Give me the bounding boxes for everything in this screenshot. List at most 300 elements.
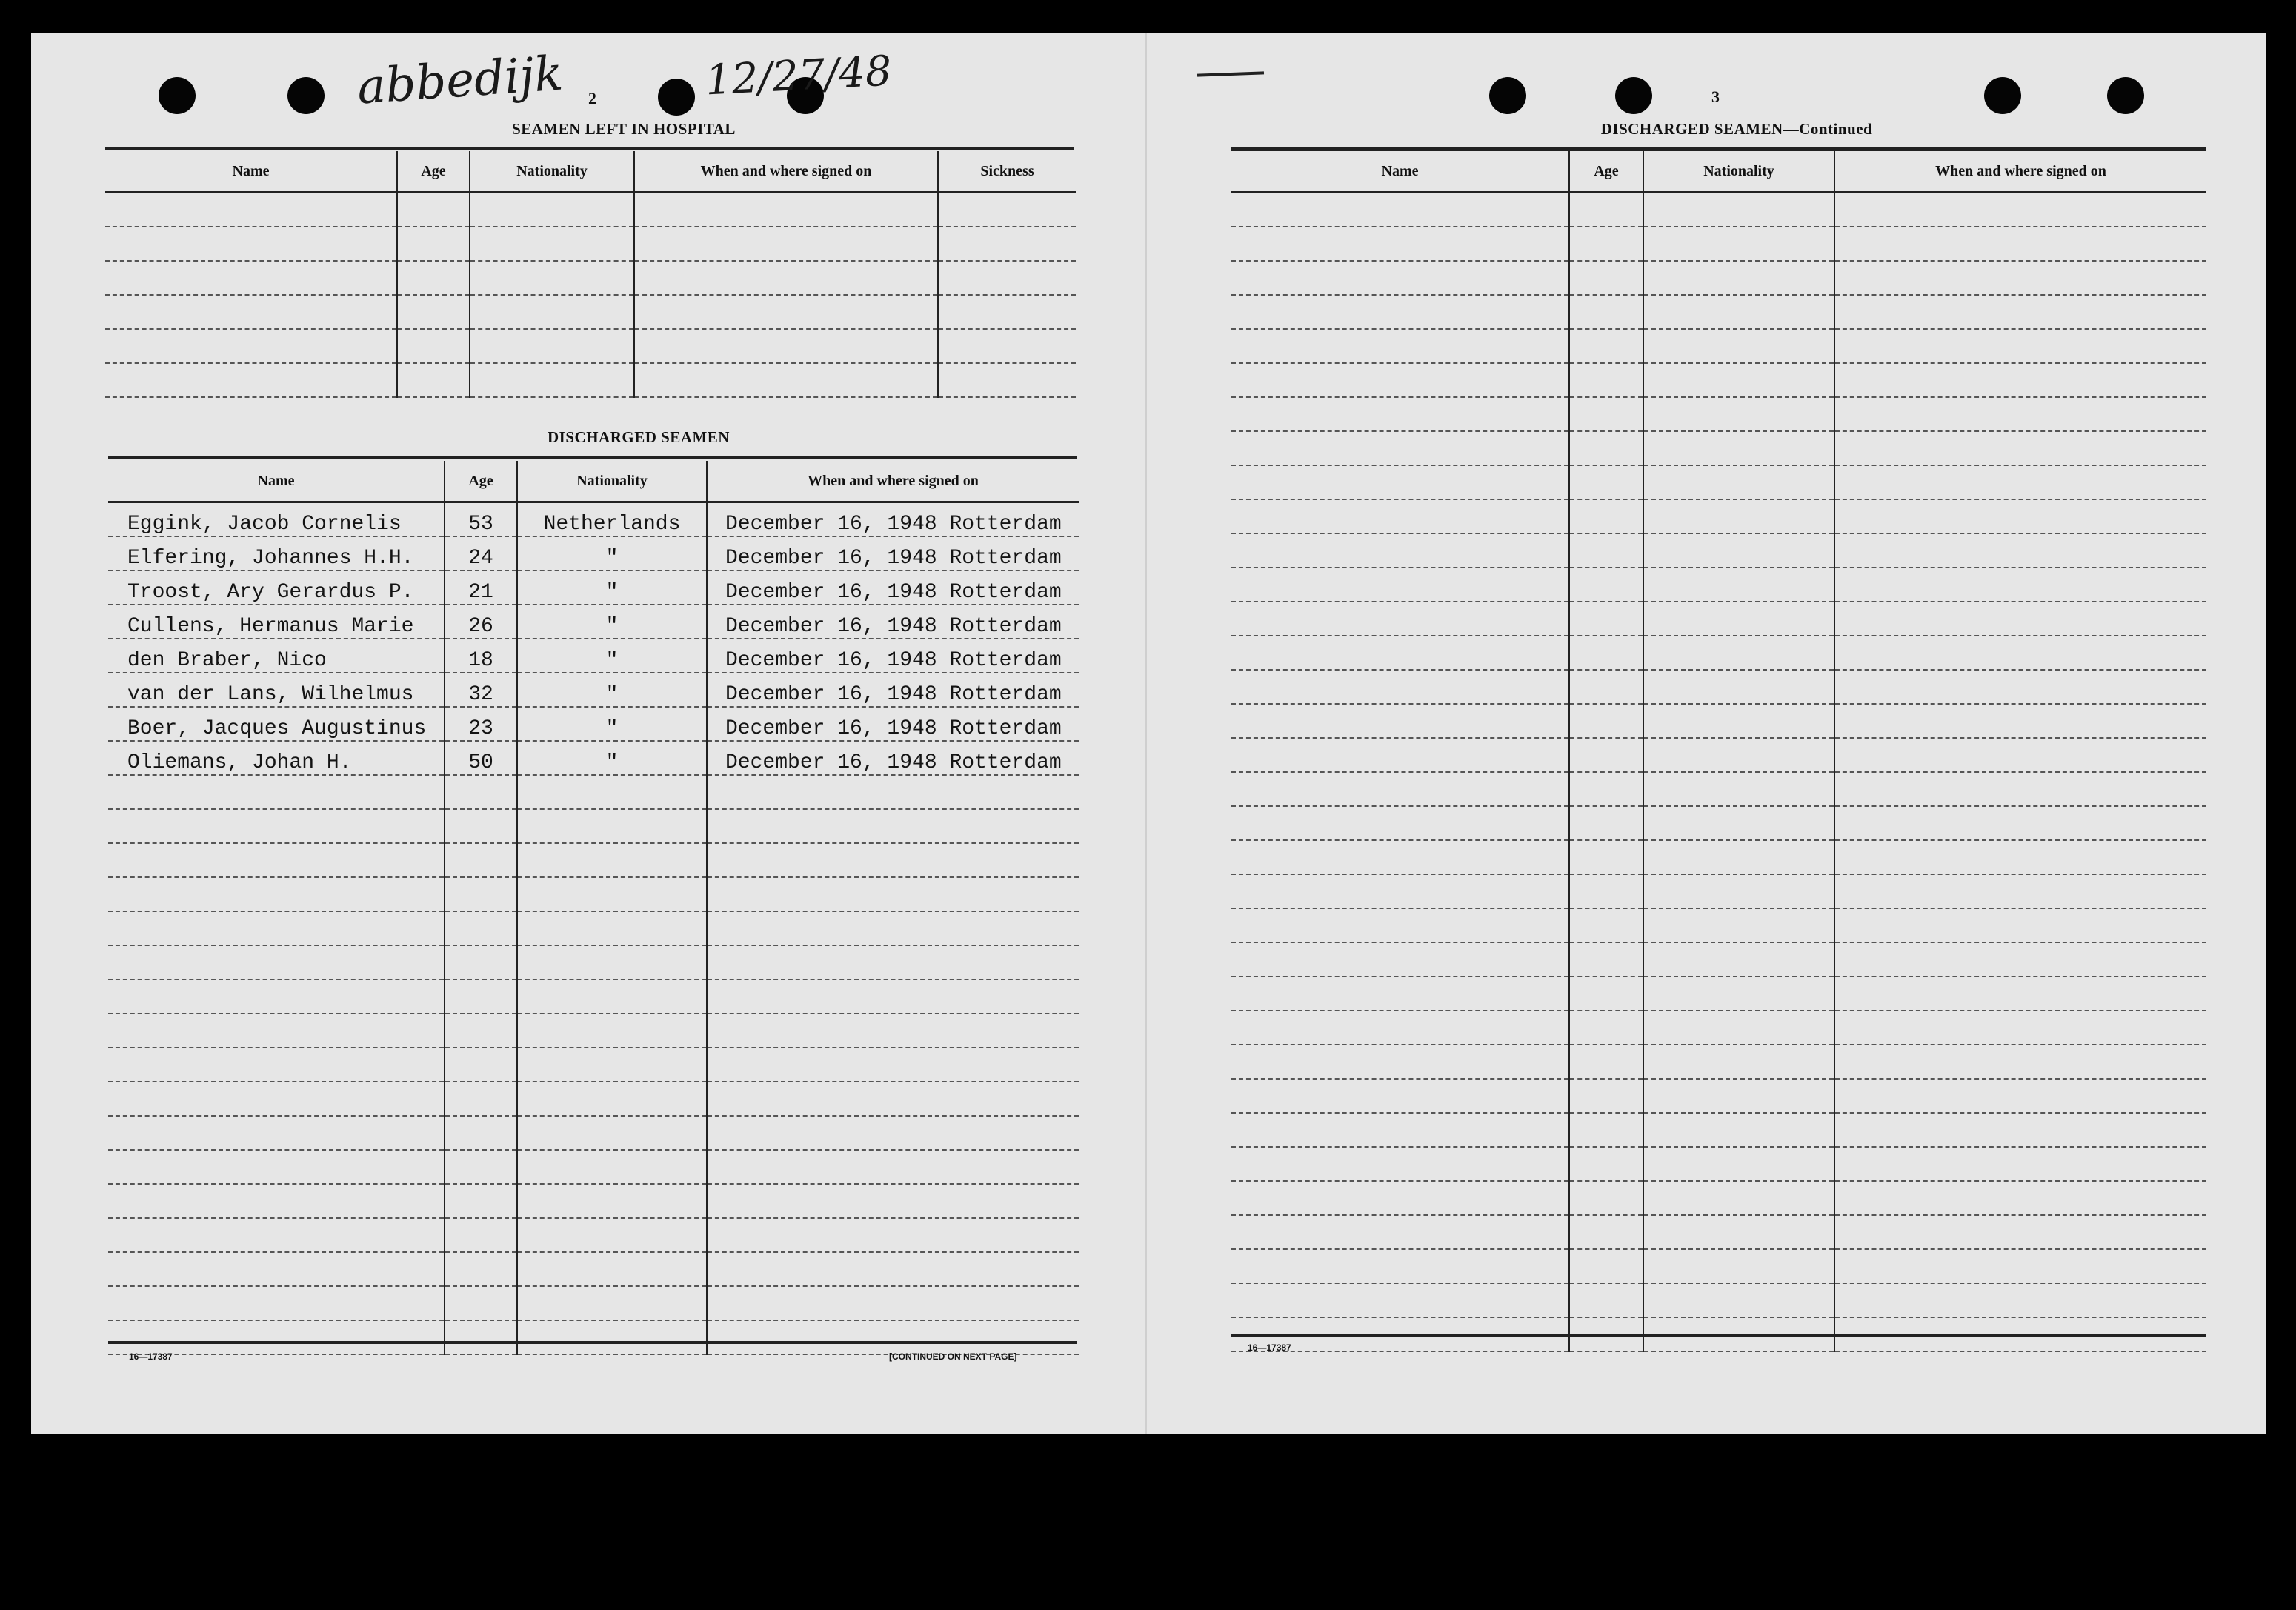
blank-cell: [517, 1014, 707, 1048]
blank-cell: [1231, 772, 1569, 806]
blank-cell: [1569, 1147, 1643, 1181]
blank-cell: [1834, 193, 2206, 227]
blank-row: [1231, 908, 2206, 942]
blank-row: [1231, 1215, 2206, 1249]
blank-cell: [517, 1048, 707, 1082]
seaman-nationality: ": [517, 571, 707, 605]
blank-cell: [1643, 1079, 1834, 1113]
blank-cell: [1231, 977, 1569, 1011]
blank-cell: [1231, 602, 1569, 636]
blank-cell: [1834, 602, 2206, 636]
blank-cell: [397, 363, 470, 397]
blank-cell: [1569, 533, 1643, 568]
blank-cell: [1569, 670, 1643, 704]
blank-cell: [1834, 1215, 2206, 1249]
seaman-signed-on: December 16, 1948 Rotterdam: [707, 605, 1079, 639]
seaman-signed-on: December 16, 1948 Rotterdam: [707, 571, 1079, 605]
blank-row: [108, 945, 1079, 979]
blank-cell: [938, 363, 1076, 397]
blank-row: [105, 363, 1076, 397]
seaman-name: Oliemans, Johan H.: [108, 741, 445, 775]
blank-cell: [470, 261, 634, 295]
blank-cell: [517, 911, 707, 945]
blank-row: [108, 1014, 1079, 1048]
blank-cell: [517, 843, 707, 877]
blank-cell: [1643, 738, 1834, 772]
blank-row: [1231, 295, 2206, 329]
hospital-table: [105, 151, 1076, 398]
seaman-nationality: ": [517, 639, 707, 673]
blank-cell: [1643, 227, 1834, 261]
blank-cell: [517, 1218, 707, 1252]
left-bottom-rule: [108, 1341, 1077, 1344]
blank-cell: [1569, 636, 1643, 670]
blank-cell: [938, 295, 1076, 329]
blank-cell: [445, 1048, 517, 1082]
right-bottom-rule: [1231, 1334, 2206, 1337]
col-header-signed-on: When and where signed on: [634, 151, 938, 193]
continued-note: [CONTINUED ON NEXT PAGE]: [889, 1351, 1017, 1362]
seaman-name: Boer, Jacques Augustinus: [108, 707, 445, 741]
blank-row: [105, 227, 1076, 261]
blank-cell: [108, 945, 445, 979]
blank-cell: [1834, 329, 2206, 363]
blank-cell: [105, 329, 397, 363]
blank-cell: [1231, 1215, 1569, 1249]
blank-cell: [707, 1320, 1079, 1354]
blank-cell: [397, 295, 470, 329]
blank-cell: [445, 1320, 517, 1354]
seaman-age: 32: [445, 673, 517, 707]
blank-row: [108, 1252, 1079, 1286]
blank-cell: [1231, 1181, 1569, 1215]
blank-cell: [517, 1286, 707, 1320]
blank-row: [1231, 329, 2206, 363]
blank-cell: [1569, 1249, 1643, 1283]
seaman-signed-on: December 16, 1948 Rotterdam: [707, 741, 1079, 775]
blank-cell: [1231, 533, 1569, 568]
blank-cell: [397, 329, 470, 363]
blank-cell: [108, 911, 445, 945]
blank-row: [1231, 533, 2206, 568]
blank-cell: [1643, 431, 1834, 465]
blank-cell: [1231, 1011, 1569, 1045]
blank-cell: [1834, 431, 2206, 465]
blank-row: [1231, 602, 2206, 636]
blank-cell: [1834, 295, 2206, 329]
punch-hole: [1615, 77, 1652, 114]
blank-cell: [1643, 363, 1834, 397]
blank-cell: [1231, 806, 1569, 840]
blank-cell: [1231, 908, 1569, 942]
blank-row: [1231, 772, 2206, 806]
blank-cell: [707, 911, 1079, 945]
blank-cell: [938, 329, 1076, 363]
seaman-age: 18: [445, 639, 517, 673]
blank-cell: [707, 1218, 1079, 1252]
blank-row: [1231, 363, 2206, 397]
punch-hole: [658, 79, 695, 116]
blank-cell: [1569, 1215, 1643, 1249]
blank-cell: [445, 1082, 517, 1116]
blank-cell: [1569, 1113, 1643, 1147]
blank-cell: [1569, 568, 1643, 602]
seaman-name: Cullens, Hermanus Marie: [108, 605, 445, 639]
blank-cell: [1643, 772, 1834, 806]
col-header-sickness: Sickness: [938, 151, 1076, 193]
blank-cell: [445, 979, 517, 1014]
seaman-row: [108, 707, 1079, 741]
col-header-signed-on: When and where signed on: [1834, 151, 2206, 193]
blank-cell: [1569, 1079, 1643, 1113]
blank-cell: [1569, 363, 1643, 397]
discharged-continued-title-main: DISCHARGED SEAMEN: [1600, 120, 1783, 138]
blank-row: [1231, 1079, 2206, 1113]
blank-cell: [1569, 806, 1643, 840]
form-number-right: 16—17387: [1248, 1343, 1291, 1353]
blank-row: [1231, 1147, 2206, 1181]
blank-row: [108, 1048, 1079, 1082]
seaman-row: [108, 741, 1079, 775]
blank-cell: [108, 775, 445, 809]
col-header-age: Age: [397, 151, 470, 193]
seaman-nationality: ": [517, 536, 707, 571]
blank-cell: [1643, 1011, 1834, 1045]
blank-cell: [1643, 193, 1834, 227]
blank-row: [1231, 227, 2206, 261]
col-header-nationality: Nationality: [1643, 151, 1834, 193]
blank-cell: [707, 1252, 1079, 1286]
blank-cell: [1231, 1147, 1569, 1181]
blank-cell: [1643, 1045, 1834, 1079]
blank-cell: [1643, 1249, 1834, 1283]
blank-cell: [108, 1218, 445, 1252]
blank-cell: [1834, 1147, 2206, 1181]
blank-cell: [470, 329, 634, 363]
blank-row: [1231, 942, 2206, 977]
blank-row: [1231, 840, 2206, 874]
blank-cell: [1643, 908, 1834, 942]
blank-row: [1231, 568, 2206, 602]
col-header-nationality: Nationality: [470, 151, 634, 193]
blank-row: [108, 1150, 1079, 1184]
col-header-name: Name: [108, 461, 445, 502]
blank-cell: [707, 1048, 1079, 1082]
blank-cell: [1643, 636, 1834, 670]
blank-row: [108, 1116, 1079, 1150]
blank-cell: [1834, 840, 2206, 874]
blank-cell: [1569, 227, 1643, 261]
blank-cell: [1231, 397, 1569, 431]
blank-cell: [1569, 977, 1643, 1011]
blank-cell: [1231, 193, 1569, 227]
blank-cell: [445, 1014, 517, 1048]
col-header-age: Age: [1569, 151, 1643, 193]
discharged-top-rule: [108, 456, 1077, 459]
blank-cell: [445, 1116, 517, 1150]
blank-cell: [1643, 704, 1834, 738]
blank-cell: [1834, 704, 2206, 738]
blank-row: [1231, 261, 2206, 295]
seaman-name: Eggink, Jacob Cornelis: [108, 502, 445, 537]
page-number-right: 3: [1711, 87, 1720, 106]
seaman-name: Elfering, Johannes H.H.: [108, 536, 445, 571]
seaman-name: van der Lans, Wilhelmus: [108, 673, 445, 707]
blank-cell: [1231, 874, 1569, 908]
seaman-signed-on: December 16, 1948 Rotterdam: [707, 536, 1079, 571]
blank-cell: [108, 1286, 445, 1320]
blank-cell: [707, 809, 1079, 843]
blank-cell: [517, 979, 707, 1014]
seaman-nationality: Netherlands: [517, 502, 707, 537]
blank-row: [1231, 874, 2206, 908]
blank-cell: [634, 329, 938, 363]
blank-cell: [517, 1116, 707, 1150]
blank-cell: [1643, 942, 1834, 977]
blank-cell: [1643, 977, 1834, 1011]
blank-cell: [1231, 1079, 1569, 1113]
blank-cell: [397, 227, 470, 261]
blank-cell: [1643, 1147, 1834, 1181]
blank-row: [108, 877, 1079, 911]
blank-cell: [105, 193, 397, 227]
blank-cell: [1643, 602, 1834, 636]
blank-cell: [1569, 1283, 1643, 1317]
blank-cell: [1643, 1113, 1834, 1147]
blank-cell: [634, 295, 938, 329]
blank-cell: [1643, 261, 1834, 295]
blank-cell: [105, 295, 397, 329]
blank-cell: [108, 1082, 445, 1116]
blank-cell: [1569, 772, 1643, 806]
blank-cell: [707, 1150, 1079, 1184]
blank-cell: [1231, 942, 1569, 977]
page-spine: [1145, 33, 1147, 1434]
blank-cell: [108, 809, 445, 843]
blank-row: [108, 979, 1079, 1014]
blank-cell: [1834, 942, 2206, 977]
blank-cell: [1834, 1011, 2206, 1045]
hospital-section-title: SEAMEN LEFT IN HOSPITAL: [512, 120, 736, 138]
blank-row: [108, 809, 1079, 843]
blank-cell: [1569, 465, 1643, 499]
blank-row: [1231, 465, 2206, 499]
blank-cell: [517, 877, 707, 911]
blank-cell: [1231, 1113, 1569, 1147]
blank-cell: [1231, 670, 1569, 704]
blank-cell: [1643, 465, 1834, 499]
blank-cell: [105, 261, 397, 295]
blank-row: [1231, 1113, 2206, 1147]
blank-cell: [1231, 568, 1569, 602]
blank-cell: [1569, 840, 1643, 874]
blank-cell: [517, 945, 707, 979]
blank-row: [108, 1320, 1079, 1354]
punch-hole: [159, 77, 196, 114]
blank-cell: [108, 877, 445, 911]
blank-cell: [707, 1116, 1079, 1150]
blank-cell: [1643, 806, 1834, 840]
seaman-row: [108, 571, 1079, 605]
blank-cell: [707, 1014, 1079, 1048]
blank-cell: [445, 911, 517, 945]
blank-cell: [1834, 874, 2206, 908]
handwritten-date: 12/27/48: [704, 47, 894, 105]
blank-cell: [105, 363, 397, 397]
seaman-nationality: ": [517, 741, 707, 775]
punch-hole: [1489, 77, 1526, 114]
blank-row: [1231, 431, 2206, 465]
handwritten-vessel-name: abbedijk: [355, 46, 565, 116]
punch-hole: [1984, 77, 2021, 114]
blank-cell: [445, 877, 517, 911]
blank-cell: [1231, 261, 1569, 295]
blank-cell: [1231, 499, 1569, 533]
blank-cell: [108, 1252, 445, 1286]
blank-cell: [1834, 227, 2206, 261]
blank-cell: [1569, 1011, 1643, 1045]
blank-cell: [1834, 977, 2206, 1011]
blank-row: [1231, 636, 2206, 670]
blank-cell: [1834, 1113, 2206, 1147]
col-header-age: Age: [445, 461, 517, 502]
blank-cell: [1569, 1045, 1643, 1079]
blank-cell: [1834, 1181, 2206, 1215]
blank-row: [1231, 1283, 2206, 1317]
blank-cell: [470, 295, 634, 329]
blank-cell: [1569, 397, 1643, 431]
blank-cell: [634, 227, 938, 261]
blank-cell: [1834, 1283, 2206, 1317]
blank-row: [1231, 738, 2206, 772]
seaman-name: den Braber, Nico: [108, 639, 445, 673]
blank-row: [108, 843, 1079, 877]
blank-cell: [1643, 874, 1834, 908]
blank-cell: [707, 843, 1079, 877]
seaman-age: 53: [445, 502, 517, 537]
blank-cell: [108, 1184, 445, 1218]
blank-cell: [445, 1218, 517, 1252]
seaman-age: 50: [445, 741, 517, 775]
blank-cell: [1569, 704, 1643, 738]
blank-cell: [470, 363, 634, 397]
blank-cell: [634, 193, 938, 227]
blank-cell: [1569, 1181, 1643, 1215]
blank-cell: [108, 1116, 445, 1150]
blank-cell: [1643, 568, 1834, 602]
blank-cell: [1834, 363, 2206, 397]
blank-row: [1231, 1181, 2206, 1215]
seaman-row: [108, 536, 1079, 571]
blank-cell: [108, 1150, 445, 1184]
blank-cell: [517, 1184, 707, 1218]
punch-hole: [287, 77, 325, 114]
blank-cell: [1231, 329, 1569, 363]
blank-cell: [1643, 1283, 1834, 1317]
blank-cell: [1834, 908, 2206, 942]
document-sheet: [31, 33, 2266, 1434]
seaman-nationality: ": [517, 673, 707, 707]
blank-cell: [1569, 295, 1643, 329]
seaman-nationality: ": [517, 707, 707, 741]
continued-suffix: —Continued: [1783, 120, 1873, 138]
blank-cell: [1643, 397, 1834, 431]
blank-cell: [1231, 431, 1569, 465]
blank-cell: [1231, 738, 1569, 772]
blank-cell: [707, 877, 1079, 911]
blank-cell: [517, 1082, 707, 1116]
discharged-continued-table: [1231, 151, 2206, 1352]
blank-cell: [445, 775, 517, 809]
blank-cell: [1569, 193, 1643, 227]
blank-cell: [1643, 533, 1834, 568]
blank-row: [1231, 1045, 2206, 1079]
blank-cell: [938, 227, 1076, 261]
blank-cell: [1834, 568, 2206, 602]
blank-cell: [1643, 840, 1834, 874]
blank-cell: [445, 1184, 517, 1218]
blank-cell: [445, 945, 517, 979]
discharged-continued-title: [1218, 120, 2255, 139]
seaman-row: [108, 639, 1079, 673]
col-header-name: Name: [1231, 151, 1569, 193]
blank-cell: [1643, 1215, 1834, 1249]
seaman-age: 24: [445, 536, 517, 571]
blank-cell: [445, 1286, 517, 1320]
blank-cell: [1569, 499, 1643, 533]
blank-cell: [1231, 636, 1569, 670]
blank-cell: [1834, 261, 2206, 295]
blank-cell: [1231, 1283, 1569, 1317]
blank-cell: [445, 1150, 517, 1184]
blank-cell: [1569, 908, 1643, 942]
blank-row: [1231, 670, 2206, 704]
blank-cell: [105, 227, 397, 261]
blank-cell: [445, 1252, 517, 1286]
page-number-left: 2: [588, 89, 596, 107]
blank-cell: [707, 945, 1079, 979]
blank-row: [1231, 397, 2206, 431]
seaman-row: [108, 673, 1079, 707]
blank-cell: [1834, 397, 2206, 431]
blank-cell: [1569, 874, 1643, 908]
blank-cell: [707, 1082, 1079, 1116]
seaman-signed-on: December 16, 1948 Rotterdam: [707, 673, 1079, 707]
blank-cell: [1231, 227, 1569, 261]
blank-cell: [707, 979, 1079, 1014]
blank-cell: [108, 843, 445, 877]
blank-row: [108, 1218, 1079, 1252]
col-header-name: Name: [105, 151, 397, 193]
seaman-nationality: ": [517, 605, 707, 639]
blank-cell: [1231, 1249, 1569, 1283]
discharged-section-title: DISCHARGED SEAMEN: [548, 428, 730, 446]
blank-cell: [634, 261, 938, 295]
seaman-signed-on: December 16, 1948 Rotterdam: [707, 502, 1079, 537]
blank-cell: [517, 775, 707, 809]
blank-row: [1231, 704, 2206, 738]
seaman-age: 21: [445, 571, 517, 605]
blank-cell: [397, 193, 470, 227]
seaman-signed-on: December 16, 1948 Rotterdam: [707, 639, 1079, 673]
blank-cell: [1643, 670, 1834, 704]
blank-row: [1231, 193, 2206, 227]
blank-cell: [707, 775, 1079, 809]
blank-cell: [1231, 840, 1569, 874]
blank-cell: [470, 227, 634, 261]
blank-cell: [1834, 772, 2206, 806]
blank-row: [1231, 977, 2206, 1011]
